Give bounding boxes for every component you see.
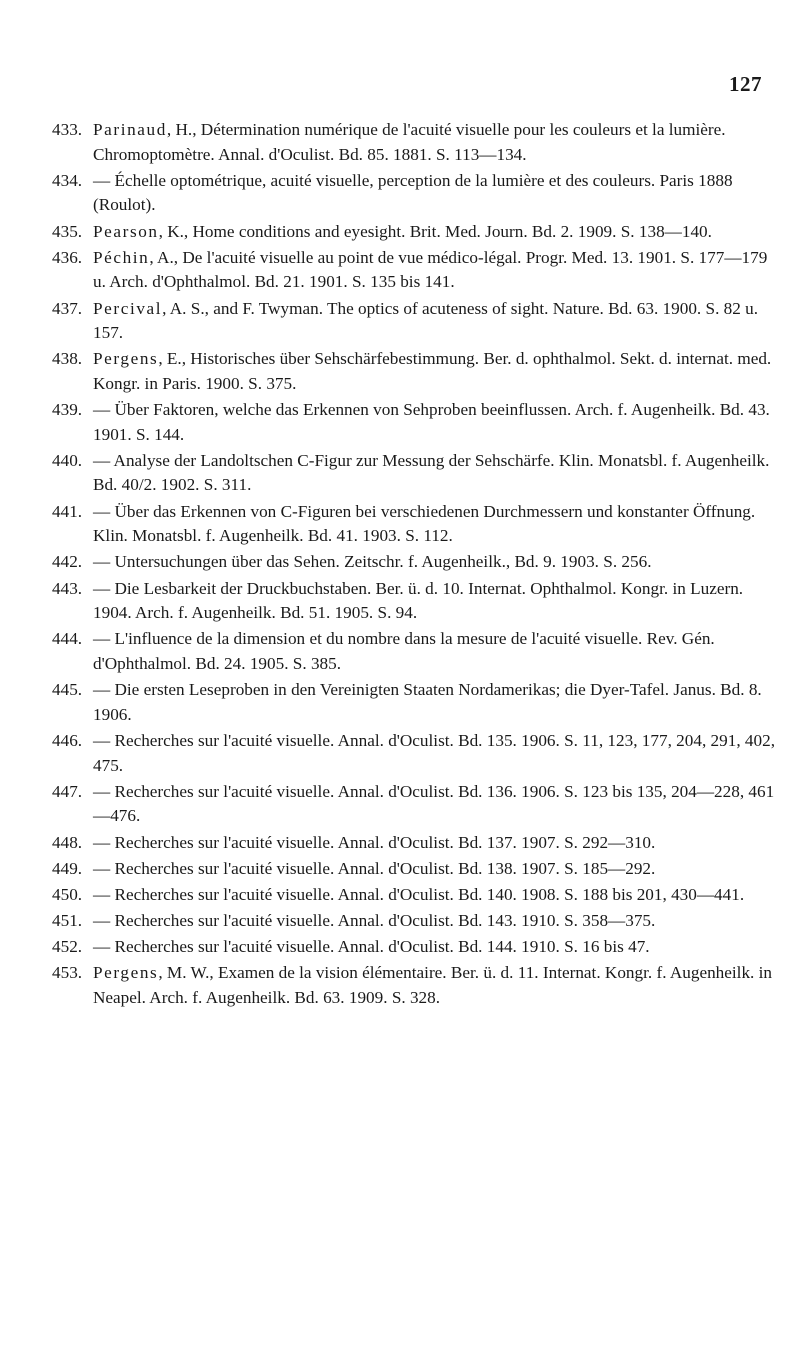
bibliography-entry [52, 500, 782, 549]
bibliography-entry [52, 398, 782, 447]
entry-number: 440. [52, 450, 83, 470]
bibliography-entry [52, 831, 782, 856]
bibliography-entry [52, 449, 782, 498]
entry-number: 439. [52, 400, 83, 420]
entry-text: — Recherches sur l'acuité visuelle. Annal. d'Oculist. Bd. 143. 1910. S. 358—375. [93, 911, 656, 931]
entry-text: — Recherches sur l'acuité visuelle. Annal. d'Oculist. Bd. 144. 1910. S. 16 bis 47. [93, 937, 650, 957]
entry-number: 452. [52, 937, 83, 957]
entry-author: Parinaud [93, 120, 167, 139]
bibliography-entry [52, 169, 782, 218]
entry-number: 445. [52, 680, 83, 700]
bibliography-entry [52, 577, 782, 626]
entry-text: — Recherches sur l'acuité visuelle. Annal. d'Oculist. Bd. 137. 1907. S. 292—310. [93, 832, 656, 852]
entry-author: Percival [93, 298, 163, 318]
bibliography-entry [52, 729, 782, 778]
entry-text: — Échelle optométrique, acuité visuelle, perception de la lumière et des couleurs. Paris 1888 (Roulot). [93, 170, 733, 215]
entry-text: — Die ersten Leseproben in den Vereinigten Staaten Nordamerikas; die Dyer-Tafel. Janus. Bd. 8. 1906. [93, 680, 762, 724]
entry-text: , A. S., and F. Twyman. The optics of acuteness of sight. Nature. Bd. 63. 1900. S. 82 u. 157. [93, 298, 759, 343]
entry-number: 453. [52, 963, 83, 983]
entry-text: — L'influence de la dimension et du nombre dans la mesure de l'acuité visuelle. Rev. Gén. d'Ophthalmol. Bd. 24. 1905. S. 385. [93, 629, 715, 673]
entry-number: 438. [52, 349, 83, 369]
entry-text: — Die Lesbarkeit der Druckbuchstaben. Ber. ü. d. 10. Internat. Ophthalmol. Kongr. in Luzern. 1904. Arch. f. Augenheilk. Bd. 51. 1905. S. 94. [93, 578, 744, 623]
entry-text: — Über das Erkennen von C-Figuren bei verschiedenen Durchmessern und konstanter Öffnung. Klin. Monatsbl. f. Augenheilk. Bd. 41. 1903. S. 112. [93, 501, 756, 546]
entry-text: , M. W., Examen de la vision élémentaire. Ber. ü. d. 11. Internat. Kongr. f. Augenheilk. in Neapel. Arch. f. Augenheilk. Bd. 63. 1909. S. 328. [93, 963, 772, 1008]
bibliography-entry [52, 297, 782, 346]
page-number: 127 [729, 72, 762, 96]
bibliography-entry [52, 961, 782, 1010]
entry-number: 437. [52, 298, 83, 318]
entry-number: 434. [52, 170, 83, 190]
entry-number: 443. [52, 578, 83, 598]
entry-number: 446. [52, 730, 83, 750]
entry-number: 444. [52, 629, 83, 649]
entry-number: 451. [52, 911, 83, 931]
entry-number: 448. [52, 832, 83, 852]
entry-author: Pergens [93, 963, 159, 983]
entry-number: 447. [52, 781, 83, 801]
entry-text: , A., De l'acuité visuelle au point de vue médico-légal. Progr. Med. 13. 1901. S. 177—179 u. Arch. d'Ophthalmol. Bd. 21. 1901. S. 135 bis 141. [93, 247, 768, 292]
bibliography-entry [52, 909, 782, 934]
entry-text: — Analyse der Landoltschen C-Figur zur Messung der Sehschärfe. Klin. Monatsbl. f. Augenheilk. Bd. 40/2. 1902. S. 311. [93, 450, 770, 495]
bibliography-list [52, 118, 782, 1012]
bibliography-entry [52, 347, 782, 396]
entry-number: 433. [52, 120, 83, 139]
bibliography-entry [52, 550, 782, 575]
entry-text: — Untersuchungen über das Sehen. Zeitschr. f. Augenheilk., Bd. 9. 1903. S. 256. [93, 552, 652, 572]
bibliography-entry [52, 220, 782, 245]
bibliography-entry [52, 780, 782, 829]
bibliography-entry [52, 118, 782, 167]
bibliography-entry [52, 627, 782, 676]
entry-text: — Recherches sur l'acuité visuelle. Annal. d'Oculist. Bd. 140. 1908. S. 188 bis 201, 430—441. [93, 884, 745, 904]
entry-author: Péchin [93, 247, 150, 267]
entry-text: — Recherches sur l'acuité visuelle. Annal. d'Oculist. Bd. 138. 1907. S. 185—292. [93, 858, 656, 878]
bibliography-entry [52, 935, 782, 960]
entry-text: — Über Faktoren, welche das Erkennen von Sehproben beeinflussen. Arch. f. Augenheilk. Bd. 43. 1901. S. 144. [93, 400, 770, 444]
entry-number: 450. [52, 884, 83, 904]
entry-number: 435. [52, 221, 83, 241]
entry-text: — Recherches sur l'acuité visuelle. Annal. d'Oculist. Bd. 136. 1906. S. 123 bis 135, 204—228, 461—476. [93, 781, 775, 826]
entry-number: 441. [52, 501, 83, 521]
bibliography-entry [52, 246, 782, 295]
entry-text: , H., Détermination numérique de l'acuité visuelle pour les couleurs et la lumière. Chromoptomètre. Annal. d'Oculist. Bd. 85. 1881. S. 113—134. [93, 120, 726, 164]
entry-author: Pearson [93, 221, 159, 241]
entry-number: 436. [52, 247, 83, 267]
entry-text: , K., Home conditions and eyesight. Brit. Med. Journ. Bd. 2. 1909. S. 138—140. [158, 221, 712, 241]
entry-text: , E., Historisches über Sehschärfebestimmung. Ber. d. ophthalmol. Sekt. d. internat. med. Kongr. in Paris. 1900. S. 375. [93, 349, 772, 393]
entry-number: 449. [52, 858, 83, 878]
bibliography-entry [52, 857, 782, 882]
bibliography-entry [52, 678, 782, 727]
entry-text: — Recherches sur l'acuité visuelle. Annal. d'Oculist. Bd. 135. 1906. S. 11, 123, 177, 204, 291, 402, 475. [93, 730, 775, 775]
entry-author: Pergens [93, 349, 159, 369]
entry-number: 442. [52, 552, 83, 572]
bibliography-entry [52, 883, 782, 908]
